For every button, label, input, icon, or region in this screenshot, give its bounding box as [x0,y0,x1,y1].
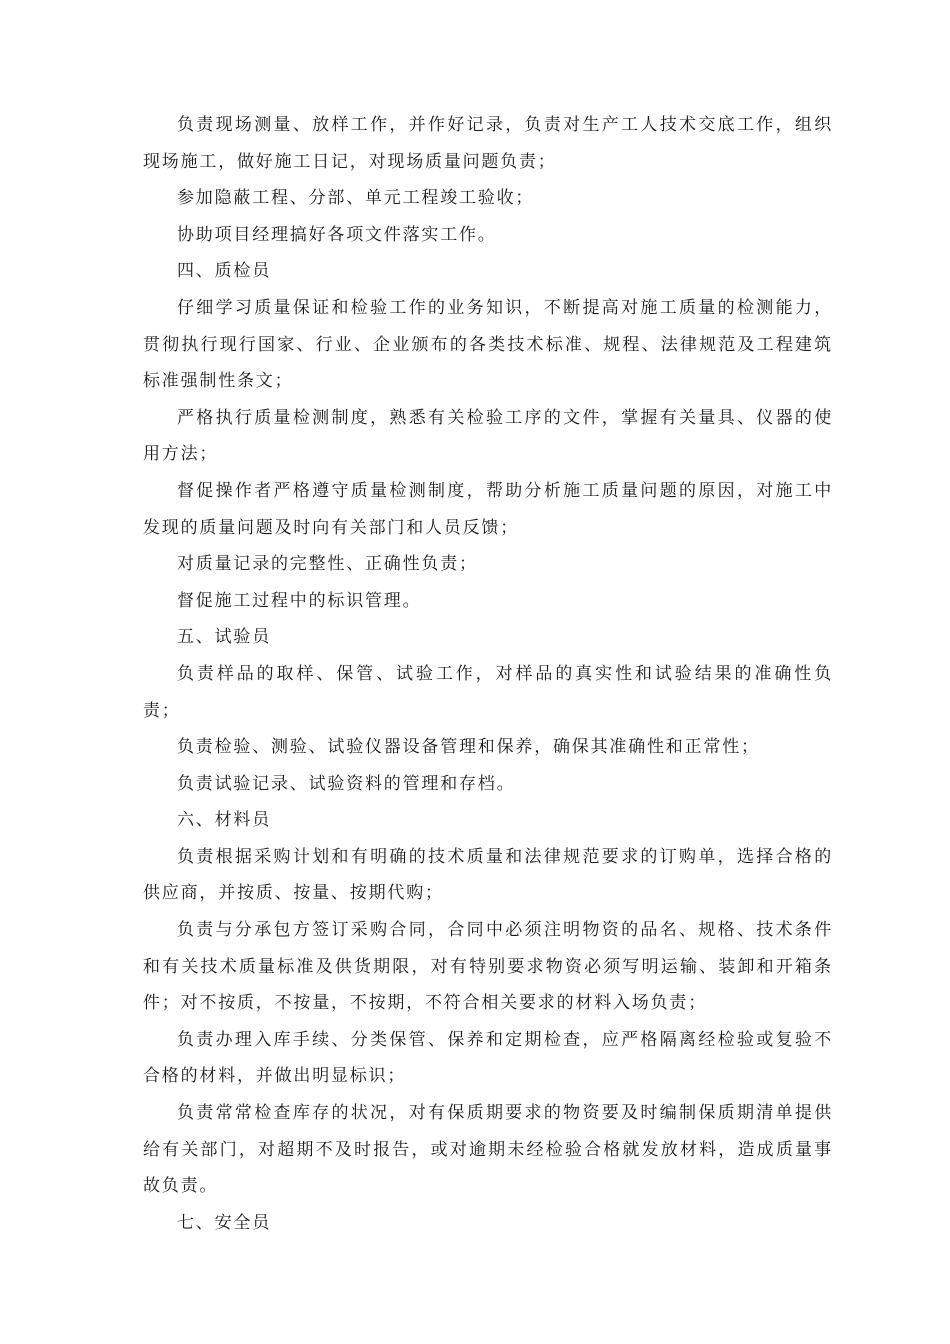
body-paragraph: 负责办理入库手续、分类保管、保养和定期检查，应严格隔离经检验或复验不合格的材料，并做出明显标识； [143,1029,833,1087]
body-paragraph: 督促施工过程中的标识管理。 [177,590,422,611]
section-heading: 五、试验员 [177,627,271,648]
body-paragraph: 督促操作者严格遵守质量检测制度，帮助分析施工质量问题的原因，对施工中发现的质量问题及时向有关部门和人员反馈； [143,480,833,538]
body-paragraph: 负责现场测量、放样工作，并作好记录，负责对生产工人技术交底工作，组织现场施工，做好施工日记，对现场质量问题负责； [143,115,833,172]
body-paragraph: 负责常常检查库存的状况，对有保质期要求的物资要及时编制保质期清单提供给有关部门，对超期不及时报告，或对逾期未经检验合格就发放材料，造成质量事故负责。 [143,1103,833,1197]
body-paragraph: 协助项目经理搞好各项文件落实工作。 [177,224,497,245]
body-paragraph: 参加隐蔽工程、分部、单元工程竣工验收； [177,188,535,209]
section-heading: 七、安全员 [177,1212,271,1233]
body-paragraph: 仔细学习质量保证和检验工作的业务知识，不断提高对施工质量的检测能力，贯彻执行现行国家、行业、企业颁布的各类技术标准、规程、法律规范及工程建筑标准强制性条文； [143,297,833,392]
section-heading: 六、材料员 [177,810,271,831]
body-paragraph: 负责与分承包方签订采购合同，合同中必须注明物资的品名、规格、技术条件和有关技术质量标准及供货期限，对有特别要求物资必须写明运输、装卸和开箱条件；对不按质，不按量，不按期，不符合相关要求的材料入场负责； [143,920,833,1014]
body-paragraph: 负责根据采购计划和有明确的技术质量和法律规范要求的订购单，选择合格的供应商，并按质、按量、按期代购； [143,846,833,904]
body-paragraph: 负责试验记录、试验资料的管理和存档。 [177,773,516,794]
body-paragraph: 严格执行质量检测制度，熟悉有关检验工序的文件，掌握有关量具、仪器的使用方法； [143,407,833,465]
body-paragraph: 对质量记录的完整性、正确性负责； [177,554,478,575]
body-paragraph: 负责检验、测验、试验仪器设备管理和保养，确保其准确性和正常性； [177,737,760,758]
document-body [143,107,833,1241]
section-heading: 四、质检员 [177,261,271,282]
body-paragraph: 负责样品的取样、保管、试验工作，对样品的真实性和试验结果的准确性负责； [143,663,833,721]
